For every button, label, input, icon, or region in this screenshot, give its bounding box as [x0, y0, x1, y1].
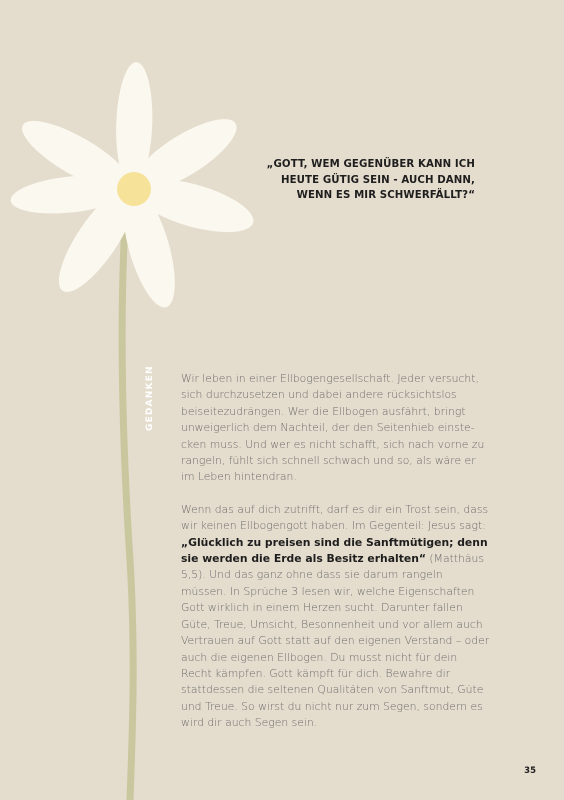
paragraph-2-intro: Wenn das auf dich zutrifft, darf es dir ein Trost sein, dass wir keinen Ellbogengott haben. Im Gegenteil: Jesus sagt:	[181, 502, 489, 533]
pull-quote-line: „GOTT, WEM GEGENÜBER KANN ICH	[266, 159, 475, 170]
paragraph-2	[181, 502, 491, 732]
pull-quote-line: WENN ES MIR SCHWERFÄLLT?“	[296, 190, 475, 201]
paragraph-1: Wir leben in einer Ellbogengesellschaft. Jeder versucht, sich durchzusetzen und dabei andere rücksichtslos beiseitezudrängen. Wer die Ellbogen ausfährt, bringt unweigerlich dem Nachteil, der den Seitenhieb einstecken muss. Und wer es nicht schafft, sich nach vorne zu rangeln, fühlt sich schnell schwach und so, als wäre er im Leben hintendran.	[181, 372, 485, 484]
flower-center	[117, 172, 151, 206]
paragraph-2-rest: (Matthäus 5,5). Und das ganz ohne dass sie darum rangeln müssen. In Sprüche 3 lesen wir, welche Eigenschaften Gott wirklich in einem Herzen sucht. Darunter fallen Güte, Treue, Umsicht, Besonnenheit und vor allem auch Vertrauen auf Gott statt auf den eigenen Verstand – oder auch die eigenen Ellbogen. Du musst nicht für dein Recht kämpfen. Gott kämpft für dich. Bewahre dir stattdessen die seltenen Qualitäten von Sanftmut, Güte und Treue. So wirst du nicht nur zum Segen, sondern es wird dir auch Segen sein.	[181, 552, 490, 730]
bible-quote: „Glücklich zu preisen sind die Sanftmütigen; denn sie werden die Erde als Besitz erhalten“	[181, 535, 488, 566]
section-label-text: GEDANKEN	[145, 365, 155, 431]
page-number: 35	[524, 766, 536, 776]
pull-quote-line: HEUTE GÜTIG SEIN - AUCH DANN,	[281, 174, 475, 186]
flower-stem	[122, 205, 133, 800]
body-text	[181, 371, 491, 748]
section-label	[145, 365, 159, 441]
pull-quote	[245, 157, 475, 204]
